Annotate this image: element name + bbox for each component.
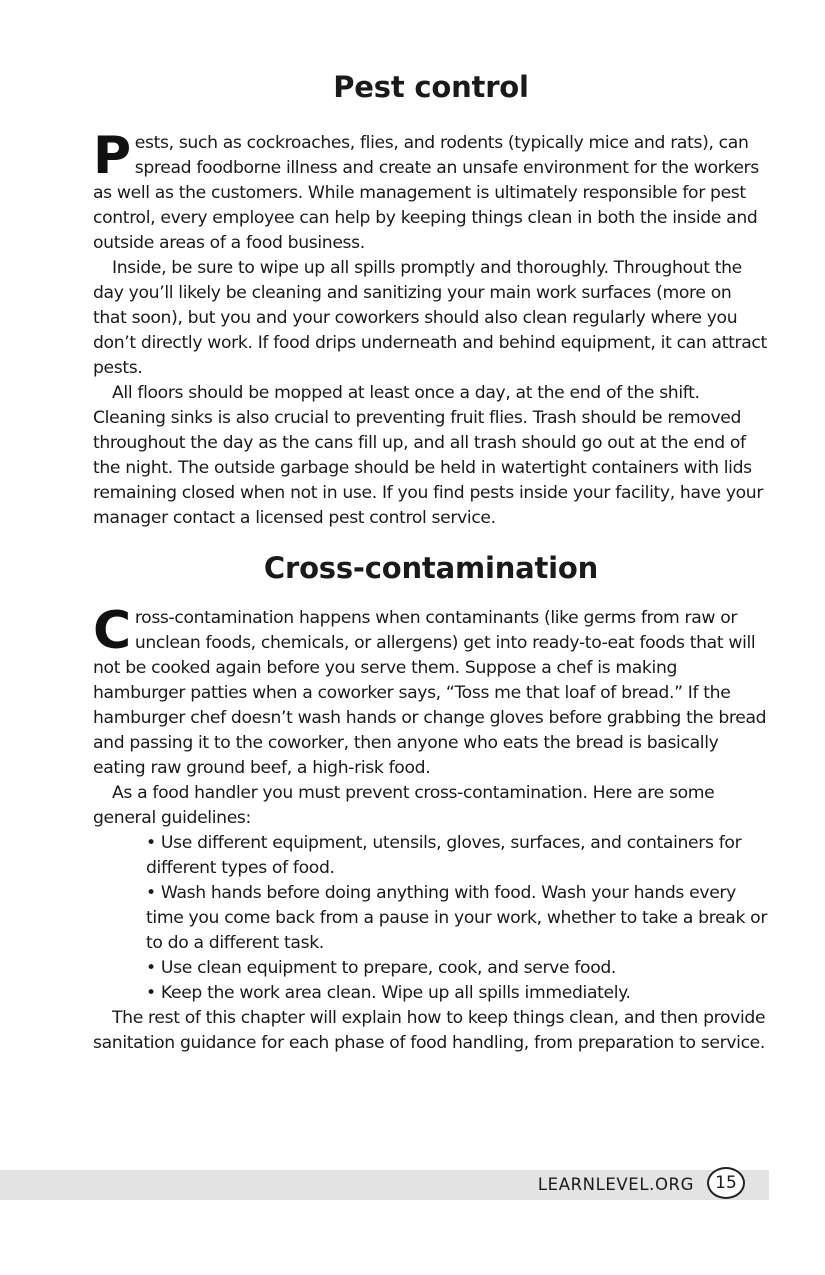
section-cross-contamination (93, 601, 769, 1056)
footer-site-name: LEARNLEVEL.ORG (537, 1175, 694, 1194)
paragraph-text: ests, such as cockroaches, flies, and rodents (typically mice and rats), can spread foodborne illness and create an unsafe environment for the workers as well as the customers. While management is ultimately responsible for pest control, every employee can help by keeping things clean in both the inside and outside areas of a food business. (93, 133, 759, 253)
paragraph: As a food handler you must prevent cross-contamination. Here are some general guidelines: (93, 783, 715, 828)
paragraph-text: ross-contamination happens when contaminants (like germs from raw or unclean foods, chemicals, or allergens) get into ready-to-eat foods that will not be cooked again before you serve them. Suppose a chef is making hamburger patties when a coworker says, “Toss me that loaf of bread.” If the hamburger chef doesn’t wash hands or change gloves before grabbing the bread and passing it to the coworker, then anyone who eats the bread is basically eating raw ground beef, a high-risk food. (93, 608, 767, 778)
drop-cap: C (93, 601, 131, 661)
paragraph (93, 601, 769, 781)
section-heading-cross-contamination: Cross-contamination (263, 551, 599, 585)
paragraph: All floors should be mopped at least once a day, at the end of the shift. Cleaning sinks is also crucial to preventing fruit flies. Trash should be removed throughout the day as the cans fill up, and all trash should go out at the end of the night. The outside garbage should be held in watertight containers with lids remaining closed when not in use. If you find pests inside your facility, have your manager contact a licensed pest control service. (93, 383, 764, 528)
list-item: • Wash hands before doing anything with food. Wash your hands every time you come back from a pause in your work, whether to take a break or to do a different task. (146, 883, 768, 953)
paragraph (93, 126, 769, 256)
list-item: • Keep the work area clean. Wipe up all spills immediately. (146, 983, 631, 1003)
paragraph: The rest of this chapter will explain how to keep things clean, and then provide sanitation guidance for each phase of food handling, from preparation to service. (93, 1008, 766, 1053)
guideline-list (93, 831, 769, 1006)
page-number: 15 (707, 1167, 745, 1199)
list-item: • Use different equipment, utensils, gloves, surfaces, and containers for different types of food. (146, 833, 742, 878)
drop-cap: P (93, 126, 131, 186)
list-item: • Use clean equipment to prepare, cook, and serve food. (146, 958, 617, 978)
section-heading-pest-control: Pest control (333, 70, 529, 104)
paragraph: Inside, be sure to wipe up all spills promptly and thoroughly. Throughout the day you’ll likely be cleaning and sanitizing your main work surfaces (more on that soon), but you and your coworkers should also clean regularly where you don’t directly work. If food drips underneath and behind equipment, it can attract pests. (93, 258, 767, 378)
section-pest-control (93, 126, 769, 531)
